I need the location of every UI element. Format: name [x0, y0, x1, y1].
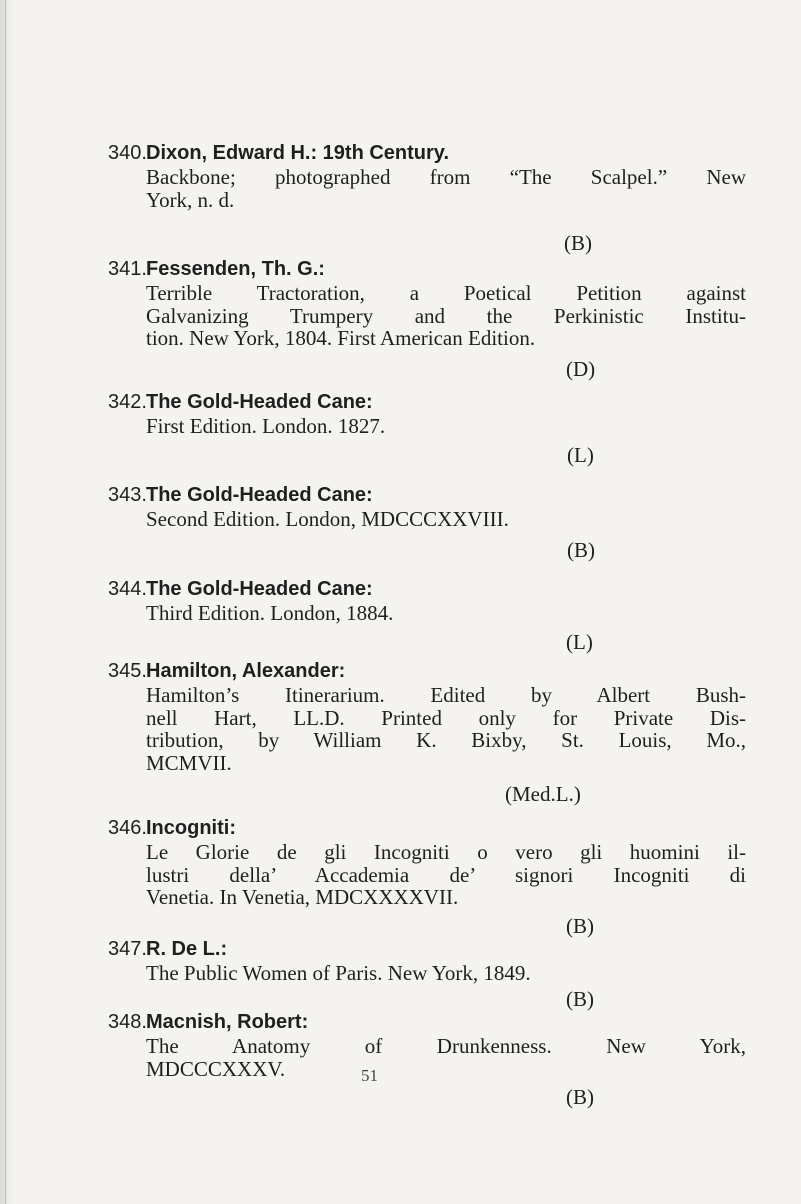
entry-description [146, 602, 746, 625]
description-line: Third Edition. London, 1884. [146, 601, 394, 625]
description-line: Hamilton’s Itinerarium. Edited by Albert Bush- [146, 683, 746, 707]
entry-number: 341. [108, 258, 147, 280]
catalog-entry [108, 578, 748, 654]
description-line: Second Edition. London, MDCCCXXVIII. [146, 507, 509, 531]
entry-description [146, 282, 746, 350]
description-line: tribution, by William K. Bixby, St. Louis, Mo., [146, 728, 746, 752]
entry-heading-row [108, 484, 748, 508]
entry-heading: Hamilton, Alexander: [146, 660, 346, 682]
description-line: Galvanizing Trumpery and the Perkinistic Institu- [146, 303, 746, 328]
location-code: (D) [566, 357, 596, 381]
entry-description [146, 962, 746, 985]
description-line: York, n. d. [146, 187, 235, 212]
location-code: (B) [566, 1085, 594, 1109]
entry-heading: The Gold-Headed Cane: [146, 391, 373, 413]
description-line: lustri della’ Accademia de’ signori Incogniti di [146, 862, 746, 887]
entry-heading-row [108, 660, 748, 684]
entry-description [146, 841, 746, 909]
page-number: 51 [361, 1066, 378, 1085]
entry-heading: Incogniti: [146, 817, 236, 839]
entry-number: 344. [108, 578, 147, 600]
catalog-entry [108, 817, 748, 938]
entry-heading: Macnish, Robert: [146, 1011, 309, 1033]
description-line: The Public Women of Paris. New York, 1849. [146, 961, 531, 985]
entry-heading-row [108, 258, 748, 282]
entry-heading-row [108, 938, 748, 962]
location-code: (B) [564, 231, 592, 255]
entry-description [146, 415, 746, 438]
location-code: (L) [566, 630, 593, 654]
entry-heading-row [108, 578, 748, 602]
entry-description [146, 1035, 746, 1080]
entry-heading-row [108, 142, 748, 166]
entry-number: 343. [108, 484, 147, 506]
entry-description [146, 166, 746, 211]
description-line: First Edition. London. 1827. [146, 414, 386, 438]
entry-heading: The Gold-Headed Cane: [146, 578, 373, 600]
entry-heading-row [108, 1011, 748, 1035]
description-line: Backbone; photographed from “The Scalpel.” New [146, 165, 746, 189]
location-code: (L) [567, 443, 594, 467]
catalog-entry [108, 142, 748, 255]
catalog-entry [108, 660, 748, 806]
location-code: (Med.L.) [505, 782, 581, 806]
entry-number: 347. [108, 938, 147, 960]
description-line: Terrible Tractoration, a Poetical Petition against [146, 281, 746, 305]
entry-heading: Fessenden, Th. G.: [146, 258, 325, 280]
location-code: (B) [566, 987, 594, 1011]
entry-heading-row [108, 391, 748, 415]
catalog-entry [108, 258, 748, 381]
catalog-entry [108, 1011, 748, 1109]
entry-heading: R. De L.: [146, 938, 228, 960]
location-code: (B) [567, 538, 595, 562]
description-line: Venetia. In Venetia, MDCXXXXVII. [146, 885, 459, 909]
entry-description [146, 508, 746, 531]
entry-number: 345. [108, 660, 147, 682]
entry-heading: Dixon, Edward H.: 19th Century. [146, 142, 449, 164]
location-code: (B) [566, 914, 594, 938]
entry-heading: The Gold-Headed Cane: [146, 484, 373, 506]
description-line: MDCCCXXXV. [146, 1056, 286, 1081]
description-line: Le Glorie de gli Incogniti o vero gli huomini il- [146, 840, 746, 864]
description-line: tion. New York, 1804. First American Edition. [146, 326, 536, 350]
entry-number: 346. [108, 817, 147, 839]
catalog-entry [108, 484, 748, 562]
description-line: nell Hart, LL.D. Printed only for Private Dis- [146, 705, 746, 730]
entry-number: 340. [108, 142, 147, 164]
description-line: MCMVII. [146, 750, 232, 775]
catalog-entry [108, 938, 748, 1011]
entry-number: 342. [108, 391, 147, 413]
entry-number: 348. [108, 1011, 147, 1033]
entry-heading-row [108, 817, 748, 841]
description-line: The Anatomy of Drunkenness. New York, [146, 1034, 746, 1058]
catalog-entry [108, 391, 748, 467]
entry-description [146, 684, 746, 774]
